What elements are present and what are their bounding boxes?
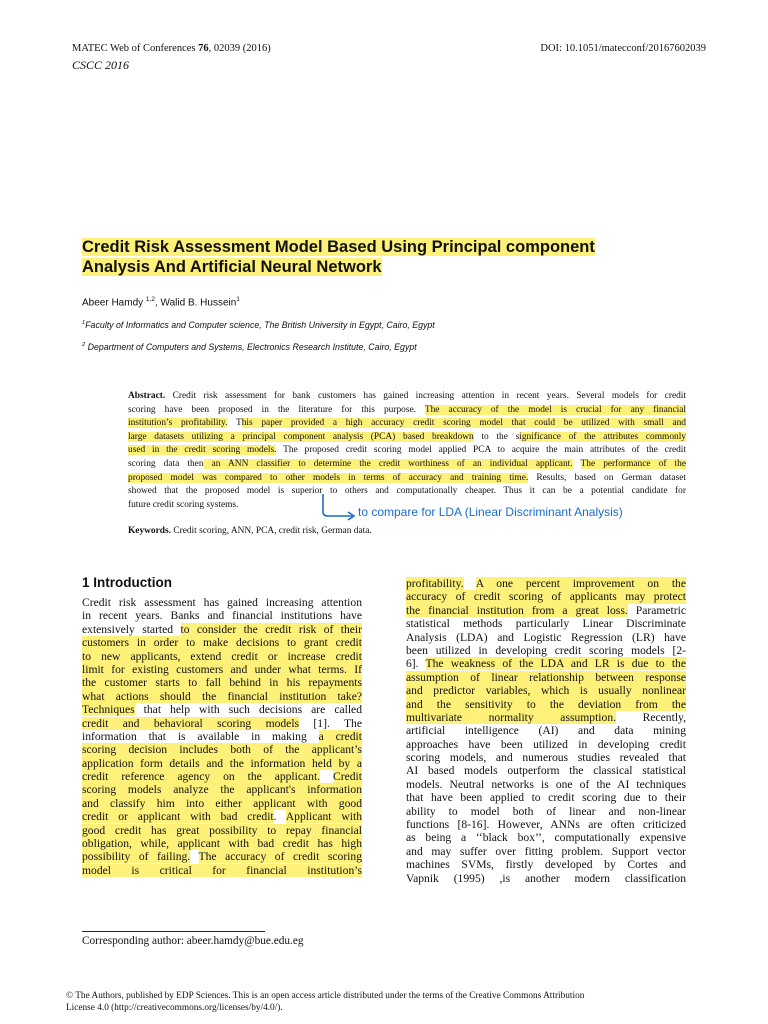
text: approaches have been utilized in developing credit — [406, 737, 686, 751]
title-line-1: Credit Risk Assessment Model Based Using Principal component — [82, 238, 595, 256]
abstract-line — [128, 404, 686, 418]
text-line — [406, 845, 686, 858]
highlight: A one percent improvement on the — [475, 577, 686, 590]
abstract-text: to the s — [473, 431, 520, 442]
text-line — [82, 743, 362, 756]
text-line — [406, 858, 686, 871]
text-line — [406, 711, 686, 724]
highlight: an ANN classifier to determine the credit worthiness of an individual applicant. — [203, 458, 573, 469]
text: information that is available in making — [82, 729, 319, 743]
highlight: credit reference agency on the applicant. — [82, 770, 321, 784]
highlight: and the sensitivity to the deviation from the — [406, 697, 686, 711]
abstract-text: showed that the proposed model is superior to others and computationally cheaper. Thus it can be a potential candidate for — [128, 486, 686, 497]
highlight: the customer starts to fall behind in his repayments — [82, 676, 362, 690]
abstract-text: The proposed credit scoring model applied PCA to acquire the main attributes of the credit — [276, 445, 686, 456]
affiliation-2-text: Department of Computers and Systems, Electronics Research Institute, Cairo, Egypt — [85, 342, 417, 352]
keywords-text: Credit scoring, ANN, PCA, credit risk, German data. — [170, 526, 372, 536]
highlight: Credit — [333, 770, 362, 784]
highlight: and classify him into either applicant with good — [82, 796, 362, 810]
abstract-line — [128, 472, 686, 486]
text: statistical methods particularly Linear Discriminate — [406, 617, 686, 631]
text-line — [82, 824, 362, 837]
doi: DOI: 10.1051/matecconf/20167602039 — [540, 43, 706, 54]
text: [1]. The — [299, 716, 363, 730]
text — [320, 770, 333, 783]
text-line — [82, 783, 362, 796]
highlight: The performance of the — [580, 458, 686, 469]
highlight: good credit has great possibility to repay financial — [82, 823, 362, 837]
affiliation-1 — [82, 320, 435, 330]
abstract-text: Results, based on German dataset — [528, 472, 686, 483]
highlight: Applicant with — [285, 810, 362, 824]
text-line — [406, 671, 686, 684]
text-line — [82, 609, 362, 622]
text: Vapnik (1995) ,is another modern classification — [406, 871, 686, 885]
highlight: credit and behavioral scoring models — [82, 716, 300, 730]
text-line — [82, 663, 362, 676]
highlight: a credit — [318, 729, 362, 743]
text: machines SVMs, firstly developed by Cortes and — [406, 858, 686, 872]
text-line — [406, 805, 686, 818]
text-line — [82, 717, 362, 730]
text-line — [406, 577, 686, 590]
author-1: Abeer Hamdy — [82, 297, 146, 309]
highlight: multivariate normality assumption. — [406, 710, 617, 724]
abstract-text: future credit scoring systems. — [128, 499, 239, 510]
title-line-2: Analysis And Artificial Neural Network — [82, 258, 382, 276]
text: that have been applied to credit scoring due to their — [406, 791, 686, 805]
license-line-1: © The Authors, published by EDP Sciences. This is an open access article distributed under the terms of the Creative Commons Attribution — [66, 991, 585, 1001]
text: Parametric — [627, 603, 686, 617]
text-line — [406, 872, 686, 885]
conference-name: CSCC 2016 — [72, 58, 130, 72]
text-line — [82, 703, 362, 716]
highlight: customers in order to make decisions to grant credit — [82, 636, 362, 650]
highlight: The accuracy of credit scoring — [198, 850, 362, 864]
text-line — [82, 797, 362, 810]
text-line — [82, 837, 362, 850]
text-line — [82, 730, 362, 743]
text-line — [82, 596, 362, 609]
section-heading: 1 Introduction — [82, 575, 172, 590]
text-line — [82, 770, 362, 783]
text: artificial intelligence (AI) and data mining — [406, 724, 686, 738]
text: functions [8-16]. However, ANNs are often criticized — [406, 818, 686, 832]
highlight: to new applicants, extend credit or increase credit — [82, 649, 362, 663]
abstract-text: Credit risk assessment for bank customers has gained increasing attention in recent years. Several models for credit — [165, 391, 686, 401]
intro-right-column — [406, 577, 686, 885]
text: extensively started — [82, 622, 181, 636]
highlight: institution’s profitability. — [128, 418, 228, 429]
article-number: , 02039 (2016) — [208, 43, 271, 54]
text-line — [406, 724, 686, 737]
text-line — [406, 751, 686, 764]
author-2: , Walid B. Hussein — [154, 297, 237, 309]
text: Analysis (LDA) and Logistic Regression (LR) have — [406, 630, 686, 644]
abstract-text: scoring data then — [128, 458, 204, 469]
text-line — [406, 604, 686, 617]
license-line-2: License 4.0 (http://creativecommons.org/licenses/by/4.0/). — [66, 1003, 283, 1013]
annotation-arrow-icon — [320, 492, 360, 522]
text: and may suffer over fitting problem. Support vector — [406, 844, 686, 858]
journal-volume: 76 — [198, 43, 209, 54]
paper-title — [82, 237, 682, 277]
highlight: proposed model was compared to other models in terms of accuracy and training time. — [128, 472, 529, 483]
highlight: assumption of linear relationship between response — [406, 670, 686, 684]
text-line — [406, 657, 686, 670]
abstract — [128, 390, 686, 512]
abstract-text: scoring have been proposed in the literature for this purpose. — [128, 404, 425, 415]
text-line — [406, 791, 686, 804]
text: 6]. — [406, 657, 426, 671]
abstract-line — [128, 431, 686, 445]
highlight: scoring decision includes both of the applicant’s — [82, 743, 362, 757]
highlight: his paper provided a high accuracy credit scoring model that could be utilized with small and — [241, 418, 686, 429]
highlight: scoring models analyze the applicant's information — [82, 783, 362, 797]
abstract-line — [128, 417, 686, 431]
highlight: the financial institution from a great loss. — [406, 603, 628, 617]
text-line — [406, 738, 686, 751]
corresponding-author-footnote: Corresponding author: abeer.hamdy@bue.edu.eg — [82, 935, 304, 947]
text — [464, 577, 476, 590]
text: scoring models, and numerous studies revealed that — [406, 751, 686, 765]
journal-citation — [72, 43, 271, 54]
text-line — [82, 690, 362, 703]
text: models. Neutral networks is one of the AI techniques — [406, 777, 686, 791]
text-line — [406, 631, 686, 644]
highlight: accuracy of credit scoring of applicants may protect — [406, 590, 686, 604]
author-1-affil: 1,2 — [145, 296, 155, 303]
abstract-label: Abstract. — [128, 391, 166, 401]
text-line — [82, 810, 362, 823]
highlight: The weakness of the LDA and LR is due to the — [425, 657, 686, 671]
abstract-line — [128, 485, 686, 499]
abstract-line — [128, 458, 686, 472]
text-line — [406, 831, 686, 844]
highlight: large datasets utilizing a principal component analysis (PCA) based breakdown — [128, 431, 474, 442]
abstract-line — [128, 390, 686, 404]
text: that help with such decisions are called — [134, 703, 362, 717]
abstract-text — [573, 459, 581, 469]
text: . — [273, 810, 286, 824]
affiliation-1-marker: 1 — [82, 320, 86, 327]
highlight: obligation, while, applicant with bad credit has high — [82, 837, 362, 851]
highlight: limit for existing customers and under what terms. If — [82, 662, 362, 676]
text-line — [406, 590, 686, 603]
text-line — [406, 764, 686, 777]
affiliation-1-text: Faculty of Informatics and Computer science, The British University in Egypt, Cairo, Egypt — [85, 320, 435, 330]
license-notice — [66, 990, 702, 1014]
text-line — [406, 778, 686, 791]
abstract-line — [128, 444, 686, 458]
highlight: possibility of failing. — [82, 850, 191, 864]
affiliation-2-marker: 2 — [82, 342, 86, 349]
highlight: credit or applicant with bad credit — [82, 810, 274, 824]
author-2-affil: 1 — [236, 296, 240, 303]
text: been utilized in developing credit scoring models [2- — [406, 643, 686, 657]
text: Recently, — [616, 710, 686, 724]
highlight: Techniques — [82, 703, 135, 717]
text-line — [82, 757, 362, 770]
highlight: to consider the credit risk of their — [180, 622, 362, 636]
keywords-label: Keywords. — [128, 526, 171, 536]
text-line — [406, 644, 686, 657]
affiliation-2 — [82, 342, 417, 352]
highlight: profitability. — [406, 577, 464, 590]
highlight: and predictor variables, which is usually nonlinear — [406, 684, 686, 698]
footnote-divider — [82, 931, 265, 932]
text-line — [82, 650, 362, 663]
text: as being a ‘‘black box’’, computationally expensive — [406, 831, 686, 845]
journal-name: MATEC Web of Conferences — [72, 43, 196, 54]
text-line — [406, 617, 686, 630]
text-line — [406, 698, 686, 711]
text-line — [82, 623, 362, 636]
text-line — [406, 818, 686, 831]
text: in recent years. Banks and financial institutions have — [82, 609, 362, 623]
annotation-note: to compare for LDA (Linear Discriminant Analysis) — [358, 505, 623, 519]
highlight: application form details and the information held by a — [82, 756, 362, 770]
highlight: used in the credit scoring models. — [128, 445, 277, 456]
highlight: ignificance of the attributes commonly — [519, 431, 686, 442]
highlight: what actions should the financial institution take? — [82, 689, 362, 703]
text-line — [82, 636, 362, 649]
highlight: model is critical for financial institution’s — [82, 863, 362, 877]
text: Credit risk assessment has gained increasing attention — [82, 596, 362, 609]
text-line — [406, 684, 686, 697]
highlight: The accuracy of the model is crucial for any financial — [424, 404, 686, 415]
keywords — [128, 526, 372, 536]
text-line — [82, 850, 362, 863]
text — [190, 850, 198, 863]
text: ability to model both of linear and non-linear — [406, 804, 686, 818]
text: AI based models outperform the classical statistical — [406, 764, 686, 778]
text-line — [82, 676, 362, 689]
text-line — [82, 864, 362, 877]
abstract-text: T — [227, 418, 242, 429]
authors — [82, 296, 240, 308]
intro-left-column — [82, 596, 362, 877]
